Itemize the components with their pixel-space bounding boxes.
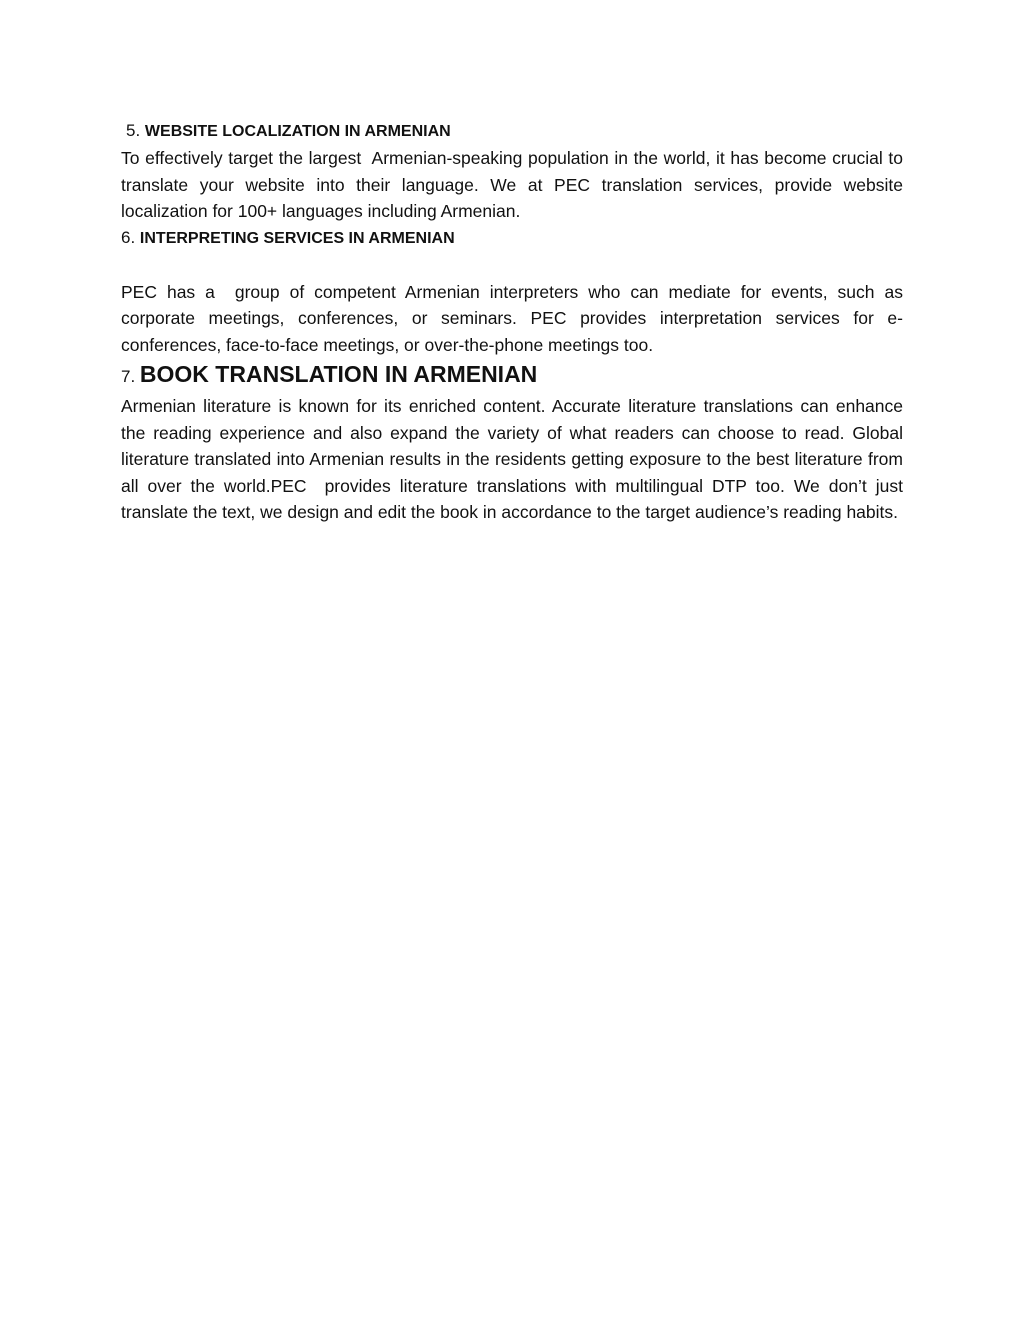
section-body-interpreting-services: PEC has a group of competent Armenian interpreters who can mediate for events, such as corporate meetings, conferences, or seminars. PEC provides interpretation services for e-conferences, face-to-face meetings, or over-the-phone meetings too. <box>121 281 908 355</box>
section-body-website-localization: To effectively target the largest Armenian-speaking population in the world, it has become crucial to translate your website into their language. We at PEC translation services, provide website localization for 100+ languages including Armenian. <box>121 148 908 221</box>
section-number: 6. <box>121 227 136 247</box>
document-page <box>121 118 908 526</box>
section-title: WEBSITE LOCALIZATION IN ARMENIAN <box>144 123 451 140</box>
section-title: BOOK TRANSLATION IN ARMENIAN <box>139 361 538 387</box>
section-heading-interpreting-services <box>121 225 903 252</box>
section-body-book-translation: Armenian literature is known for its enriched content. Accurate literature translations can enhance the reading experience and also expand the variety of what readers can choose to read. Global literature translated into Armenian results in the residents getting exposure to the best literature from all over the world.PEC provides literature translations with multilingual DTP too. We don’t just translate the text, we design and edit the book in accordance to the target audience’s reading habits. <box>121 396 908 522</box>
section-number: 5. <box>126 121 141 140</box>
section-heading-book-translation <box>121 358 903 393</box>
section-title: INTERPRETING SERVICES IN ARMENIAN <box>139 229 455 247</box>
section-number: 7. <box>121 367 136 386</box>
section-heading-website-localization <box>121 118 903 145</box>
blank-line <box>121 252 903 279</box>
